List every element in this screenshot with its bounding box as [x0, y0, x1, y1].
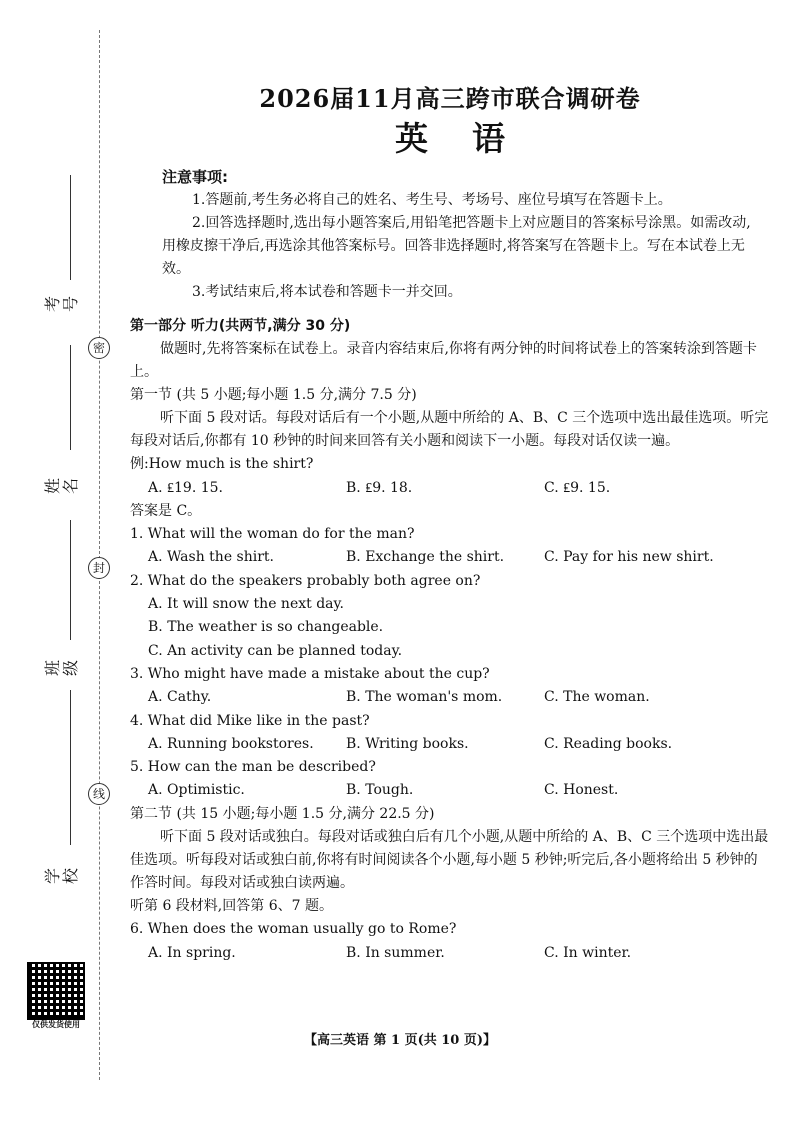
- binding-dashed-line: [99, 30, 100, 1080]
- question-3: 3. Who might have made a mistake about the cup?: [130, 665, 490, 682]
- option-b: B. Tough.: [346, 782, 414, 799]
- option-a: A. Optimistic.: [148, 782, 245, 799]
- class-label: 班级: [43, 659, 80, 676]
- option-c: C. Pay for his new shirt.: [544, 549, 714, 566]
- part1-intro: 做题时,先将答案标在试卷上。录音内容结束后,你将有两分钟的时间将试卷上的答案转涂到答题卡上。: [130, 341, 757, 380]
- name-rule: [70, 345, 71, 450]
- option-b: B. In summer.: [346, 944, 445, 961]
- section1-intro: 听下面 5 段对话。每段对话后有一个小题,从题中所给的 A、B、C 三个选项中选出最佳选项。听完每段对话后,你都有 10 秒钟的时间来回答有关小题和阅读下一小题。每段对话仅读一遍。: [130, 410, 769, 450]
- qr-note: 仅供发货使用: [32, 1020, 80, 1029]
- option-c: C. Honest.: [544, 782, 619, 799]
- question-2: 2. What do the speakers probably both agree on?: [130, 572, 481, 589]
- seal-mark-mi: 密: [88, 337, 110, 359]
- example-answer: 答案是 C。: [130, 502, 202, 519]
- option-c: C. The woman.: [544, 689, 650, 706]
- section2-intro: 听下面 5 段对话或独白。每段对话或独白后有几个小题,从题中所给的 A、B、C 三个选项中选出最佳选项。听每段对话或独白前,你将有时间阅读各个小题,每小题 5 秒钟;听完后,各小题将给出 5 秒钟的作答时间。每段对话或独白读两遍。: [130, 829, 769, 892]
- section1-heading: 第一节 (共 5 小题;每小题 1.5 分,满分 7.5 分): [130, 387, 417, 403]
- option-a: A. In spring.: [148, 944, 236, 961]
- seal-mark-feng: 封: [88, 557, 110, 579]
- exam-number-rule: [70, 175, 71, 280]
- option-b: B. Exchange the shirt.: [346, 549, 505, 566]
- question-6-options: [130, 942, 770, 965]
- option-b: B. The woman's mom.: [346, 689, 503, 706]
- example-options: [130, 477, 770, 500]
- question-2-option-c-row: [130, 640, 770, 663]
- option-b: B. ₤9. 18.: [346, 479, 413, 496]
- section2-heading: 第二节 (共 15 小题;每小题 1.5 分,满分 22.5 分): [130, 805, 435, 822]
- question-2-option-b-row: [130, 616, 770, 639]
- exam-content: [130, 80, 770, 965]
- school-label: 学校: [43, 867, 80, 884]
- option-a: A. It will snow the next day.: [148, 596, 345, 613]
- question-6: 6. When does the woman usually go to Rome?: [130, 921, 457, 938]
- question-3-options: [130, 686, 770, 709]
- notice-item: 2.回答选择题时,选出每小题答案后,用铅笔把答题卡上对应题目的答案标号涂黑。如需改动,用橡皮擦干净后,再选涂其他答案标号。回答非选择题时,将答案写在答题卡上。写在本试卷上无效。: [162, 215, 751, 277]
- option-a: A. Running bookstores.: [148, 735, 314, 752]
- option-a: A. Cathy.: [148, 689, 212, 706]
- option-c: C. In winter.: [544, 944, 632, 961]
- class-rule: [70, 520, 71, 640]
- question-2-option-a-row: [130, 593, 770, 616]
- question-4-options: [130, 733, 770, 756]
- subject-title: 英语: [395, 119, 549, 158]
- example-question: 例:How much is the shirt?: [130, 456, 314, 473]
- question-5: 5. How can the man be described?: [130, 759, 376, 776]
- notice-item: 1.答题前,考生务必将自己的姓名、考生号、考场号、座位号填写在答题卡上。: [192, 192, 672, 208]
- notice-item: 3.考试结束后,将本试卷和答题卡一并交回。: [192, 284, 462, 300]
- material-instruction: 听第 6 段材料,回答第 6、7 题。: [130, 898, 333, 915]
- option-a: A. ₤19. 15.: [148, 479, 223, 496]
- option-b: B. Writing books.: [346, 735, 469, 752]
- school-rule: [70, 690, 71, 845]
- question-1: 1. What will the woman do for the man?: [130, 526, 415, 543]
- option-c: C. An activity can be planned today.: [148, 642, 403, 659]
- seal-mark-xian: 线: [88, 783, 110, 805]
- option-c: C. ₤9. 15.: [544, 479, 611, 496]
- name-label: 姓名: [43, 477, 80, 494]
- option-c: C. Reading books.: [544, 735, 673, 752]
- question-5-options: [130, 779, 770, 802]
- exam-number-label: 考号: [43, 295, 80, 312]
- option-b: B. The weather is so changeable.: [148, 619, 384, 636]
- question-1-options: [130, 546, 770, 569]
- notice-list: [162, 189, 752, 304]
- exam-title: 2026届11月高三跨市联合调研卷: [259, 84, 641, 113]
- page-footer: 【高三英语 第 1 页(共 10 页)】: [303, 1033, 497, 1048]
- question-4: 4. What did Mike like in the past?: [130, 712, 370, 729]
- notice-heading: 注意事项:: [162, 168, 228, 186]
- part1-heading: 第一部分 听力(共两节,满分 30 分): [130, 318, 351, 334]
- qr-code: [27, 962, 85, 1020]
- option-a: A. Wash the shirt.: [148, 549, 275, 566]
